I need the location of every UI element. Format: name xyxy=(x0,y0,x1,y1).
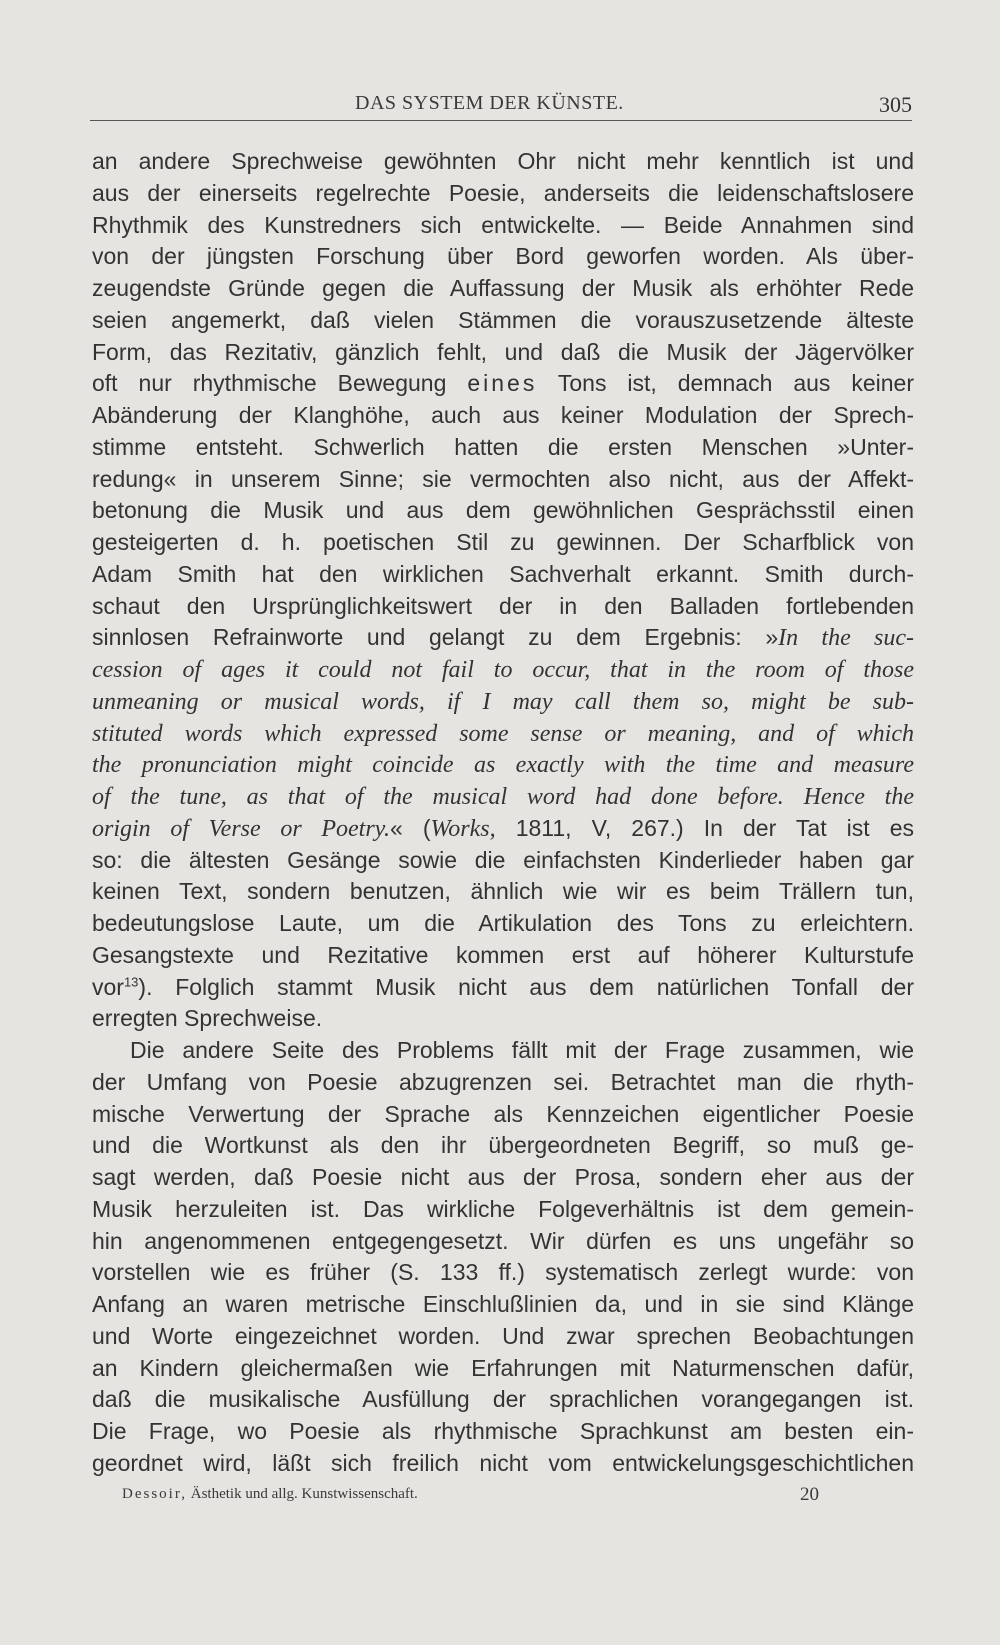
paragraph-first-line: Die andere Seite des Problems fällt mit der Frage zusammen, wie xyxy=(130,1037,914,1063)
text-line xyxy=(92,622,914,654)
quote-line xyxy=(92,686,914,718)
quote-fragment: In the suc- xyxy=(778,625,914,652)
text-line: so: die ältesten Gesänge sowie die einfachsten Kinderlieder haben gar xyxy=(92,846,914,873)
quote-line xyxy=(92,654,914,686)
quote-line xyxy=(92,781,914,813)
text-line: und die Wortkunst als den ihr übergeordneten Begriff, so muß ge- xyxy=(92,1132,914,1159)
quote-fragment: of the tune, as that of the musical word had done before. Hence the xyxy=(92,784,914,810)
text-line: Musik herzuleiten ist. Das wirkliche Folgeverhältnis ist dem gemein- xyxy=(92,1195,914,1222)
text-fragment: Tons ist, demnach aus keiner xyxy=(557,370,915,397)
quote-fragment: the pronunciation might coincide as exactly with the time and measure xyxy=(92,752,914,779)
quote-line xyxy=(92,718,914,750)
text-line: an Kindern gleichermaßen wie Erfahrungen mit Naturmenschen dafür, xyxy=(92,1354,914,1381)
text-line: Abänderung der Klanghöhe, auch aus keiner Modulation der Sprech- xyxy=(92,402,914,428)
text-line xyxy=(92,972,914,1004)
text-line: redung« in unserem Sinne; sie vermochten also nicht, aus der Affekt- xyxy=(92,465,914,492)
text-line: stimme entsteht. Schwerlich hatten die ersten Menschen »Unter- xyxy=(92,433,914,460)
running-head xyxy=(90,86,912,121)
footer-work: Ästhetik und allg. Kunstwissenschaft. xyxy=(186,1486,418,1502)
text-line xyxy=(92,368,914,400)
text-line: Gesangstexte und Rezitative kommen erst auf höherer Kulturstufe xyxy=(92,941,914,968)
text-line: Rhythmik des Kunstredners sich entwickelte. — Beide Annahmen sind xyxy=(92,211,914,238)
page-number: 305 xyxy=(879,92,912,117)
text-line: Adam Smith hat den wirklichen Sachverhalt erkannt. Smith durch- xyxy=(92,560,914,587)
text-line: sagt werden, daß Poesie nicht aus der Prosa, sondern eher aus der xyxy=(92,1164,914,1190)
text-line: und Worte eingezeichnet worden. Und zwar sprechen Beobachtungen xyxy=(92,1322,914,1349)
text-line: erregten Sprechweise. xyxy=(92,1005,323,1032)
text-fragment: ). Folglich stammt Musik nicht aus dem natürlichen Tonfall der xyxy=(138,973,914,1000)
text-line: seien angemerkt, daß vielen Stämmen die vorauszusetzende älteste xyxy=(92,306,914,333)
text-line: von der jüngsten Forschung über Bord geworfen worden. Als über- xyxy=(92,243,914,270)
text-line: Anfang an waren metrische Einschlußlinien da, und in sie sind Klänge xyxy=(92,1291,914,1317)
text-line xyxy=(92,813,914,845)
citation-title: Works, xyxy=(430,815,496,842)
text-line: mische Verwertung der Sprache als Kennzeichen eigentlicher Poesie xyxy=(92,1100,914,1127)
footer-author: Dessoir, xyxy=(122,1486,187,1502)
text-line: keinen Text, sondern benutzen, ähnlich wie wir es beim Trällern tun, xyxy=(92,878,914,905)
text-fragment: 1811, V, 267.) In der Tat ist es xyxy=(495,814,914,841)
running-head-title: DAS SYSTEM DER KÜNSTE. xyxy=(355,92,624,114)
quote-fragment: unmeaning or musical words, if I may call them so, might be sub- xyxy=(92,688,914,715)
footnote-marker: 13 xyxy=(123,973,139,989)
text-fragment: vor xyxy=(92,973,124,1000)
text-line: vorstellen wie es früher (S. 133 ff.) systematisch zerlegt wurde: von xyxy=(92,1259,914,1286)
quote-fragment: origin of Verse or Poetry. xyxy=(92,815,390,842)
body-text xyxy=(92,146,914,1480)
footer-imprint xyxy=(122,1486,418,1502)
text-line: geordnet wird, läßt sich freilich nicht vom entwickelungsgeschichtlichen xyxy=(92,1449,914,1476)
spaced-word: eines xyxy=(467,370,538,397)
text-line: daß die musikalische Ausfüllung der sprachlichen vorangegangen ist. xyxy=(92,1386,914,1413)
text-line: Form, das Rezitativ, gänzlich fehlt, und daß die Musik der Jägervölker xyxy=(92,338,914,365)
text-line: bedeutungslose Laute, um die Artikulation des Tons zu erleichtern. xyxy=(92,910,914,936)
text-line: betonung die Musik und aus dem gewöhnlichen Gesprächsstil einen xyxy=(92,497,914,524)
text-line: zeugendste Gründe gegen die Auffassung der Musik als erhöhter Rede xyxy=(92,275,914,301)
quote-line xyxy=(92,749,914,781)
quote-fragment: cession of ages it could not fail to occur, that in the room of those xyxy=(92,657,914,683)
signature-mark: 20 xyxy=(800,1484,819,1505)
text-fragment: oft nur rhythmische Bewegung xyxy=(92,370,447,397)
page-footer xyxy=(122,1486,822,1512)
text-line: der Umfang von Poesie abzugrenzen sei. Betrachtet man die rhyth- xyxy=(92,1068,914,1095)
text-line: an andere Sprechweise gewöhnten Ohr nicht mehr kenntlich ist und xyxy=(92,148,914,174)
text-line: schaut den Ursprünglichkeitswert der in den Balladen fortlebenden xyxy=(92,592,914,619)
text-fragment: « ( xyxy=(390,814,431,841)
text-line: Die Frage, wo Poesie als rhythmische Sprachkunst am besten ein- xyxy=(92,1418,914,1444)
text-line: hin angenommenen entgegengesetzt. Wir dürfen es uns ungefähr so xyxy=(92,1227,914,1254)
text-line: gesteigerten d. h. poetischen Stil zu gewinnen. Der Scharfblick von xyxy=(92,529,914,555)
text-line: aus der einerseits regelrechte Poesie, anderseits die leidenschaftslosere xyxy=(92,179,914,206)
text-fragment: sinnlosen Refrainworte und gelangt zu dem Ergebnis: » xyxy=(92,624,779,651)
quote-fragment: stituted words which expressed some sense or meaning, and of which xyxy=(92,720,914,747)
